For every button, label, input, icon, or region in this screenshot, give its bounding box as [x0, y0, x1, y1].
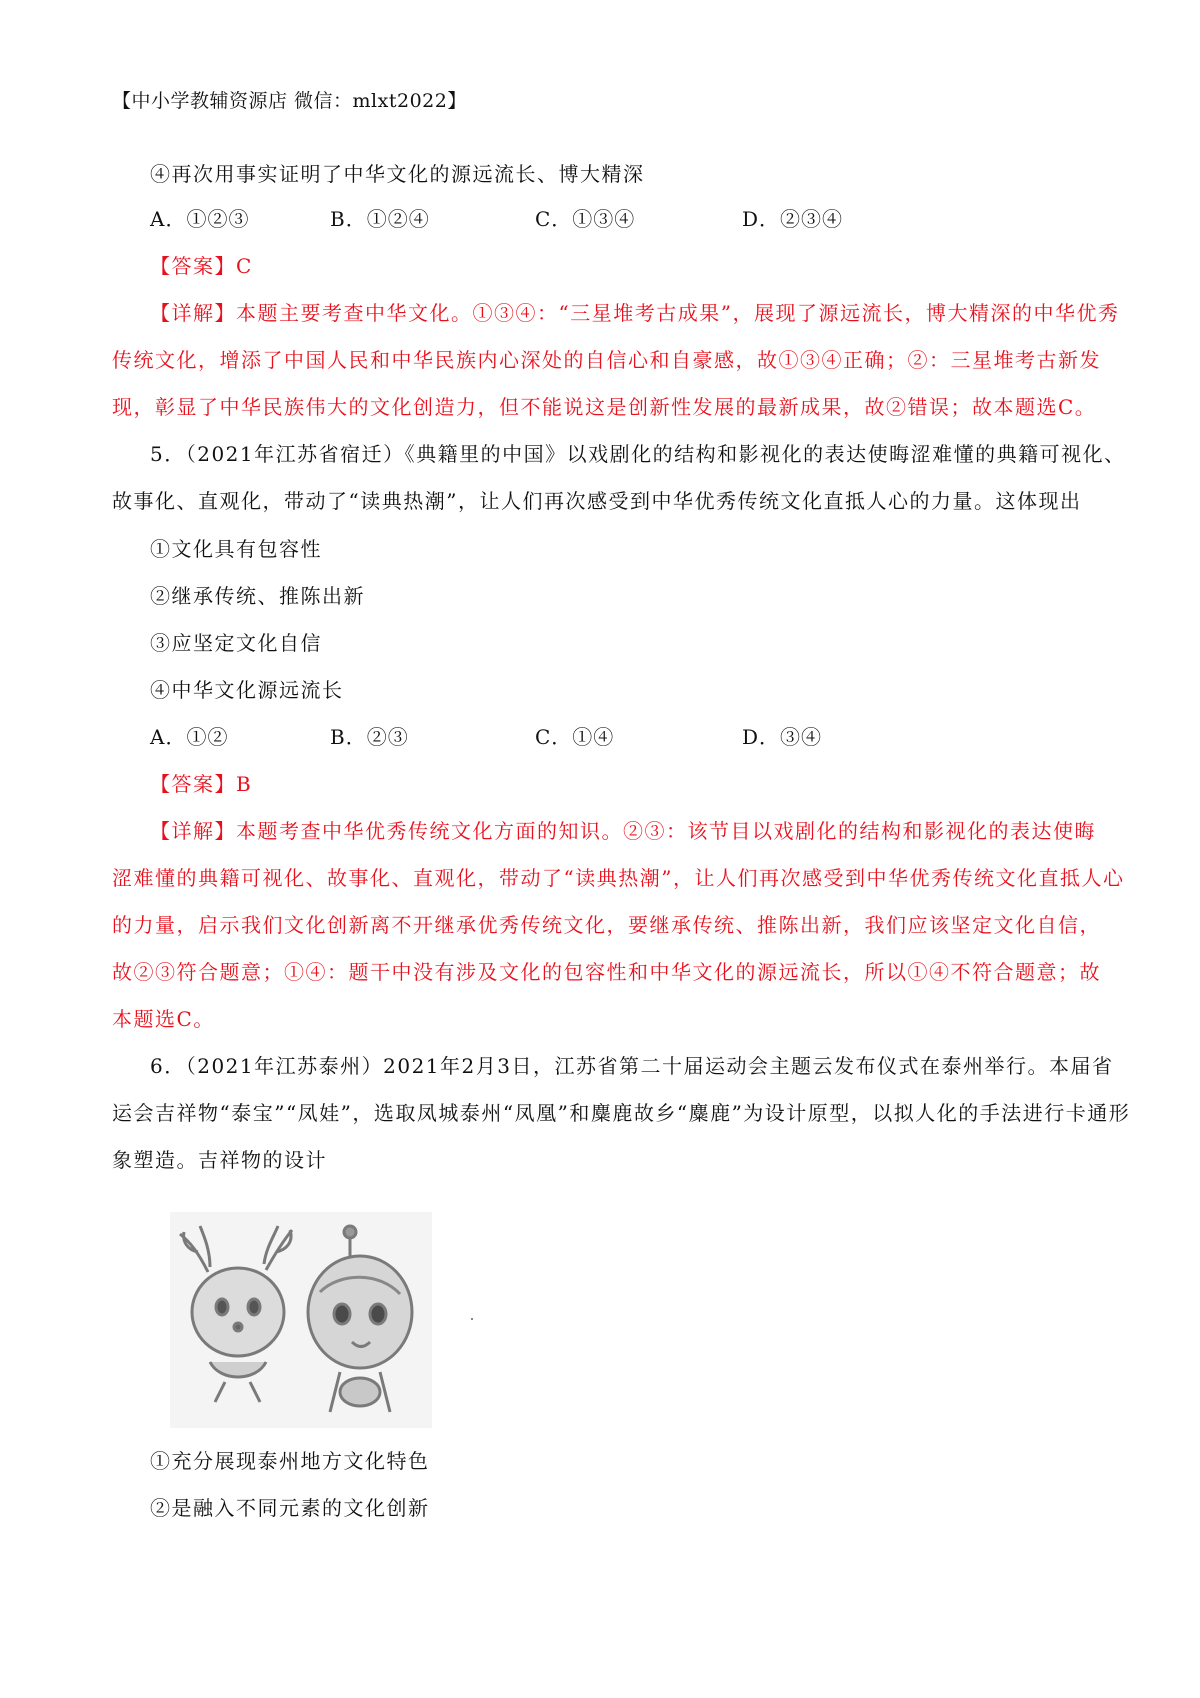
- explanation-line: 现，彰显了中华民族伟大的文化创造力，但不能说这是创新性发展的最新成果，故②错误；故本题选C。: [112, 395, 1097, 419]
- option-b: B．①②④: [330, 207, 430, 231]
- question-6-stem: 6．（2021年江苏泰州）2021年2月3日，江苏省第二十届运动会主题云发布仪式在泰州举行。本届省: [150, 1054, 1114, 1078]
- mascot-illustration: [170, 1212, 432, 1428]
- choice-item-4: ④再次用事实证明了中华文化的源远流长、博大精深: [150, 162, 645, 186]
- scan-speck: [471, 1318, 473, 1320]
- option-d: D．②③④: [742, 207, 844, 231]
- option-a: A．①②: [150, 725, 229, 749]
- option-c: C．①④: [535, 725, 615, 749]
- explanation-line: 故②③符合题意；①④：题干中没有涉及文化的包容性和中华文化的源远流长，所以①④不符合题意；故: [112, 960, 1101, 984]
- answer-label: 【答案】C: [150, 254, 253, 278]
- question-5-stem: 5．（2021年江苏省宿迁）《典籍里的中国》以戏剧化的结构和影视化的表达使晦涩难懂的典籍可视化、: [150, 442, 1126, 466]
- explanation-line: 【详解】本题主要考查中华文化。①③④：“三星堆考古成果”，展现了源远流长，博大精深的中华优秀: [150, 301, 1120, 325]
- explanation-line: 的力量，启示我们文化创新离不开继承优秀传统文化，要继承传统、推陈出新，我们应该坚定文化自信，: [112, 913, 1101, 937]
- explanation-line: 【详解】本题考查中华优秀传统文化方面的知识。②③：该节目以戏剧化的结构和影视化的表达使晦: [150, 819, 1096, 843]
- option-d: D．③④: [742, 725, 823, 749]
- question-6-stem: 运会吉祥物“泰宝”“凤娃”，选取凤城泰州“凤凰”和麋鹿故乡“麋鹿”为设计原型，以拟人化的手法进行卡通形: [112, 1101, 1131, 1125]
- choice-item-1: ①文化具有包容性: [150, 537, 322, 561]
- explanation-line: 本题选C。: [112, 1007, 215, 1031]
- option-b: B．②③: [330, 725, 409, 749]
- option-a: A．①②③: [150, 207, 250, 231]
- explanation-line: 传统文化，增添了中国人民和中华民族内心深处的自信心和自豪感，故①③④正确；②：三星堆考古新发: [112, 348, 1101, 372]
- choice-item-1: ①充分展现泰州地方文化特色: [150, 1449, 430, 1473]
- question-5-stem: 故事化、直观化，带动了“读典热潮”，让人们再次感受到中华优秀传统文化直抵人心的力量。这体现出: [112, 489, 1082, 513]
- choice-item-2: ②是融入不同元素的文化创新: [150, 1496, 430, 1520]
- choice-item-4: ④中华文化源远流长: [150, 678, 344, 702]
- choice-item-2: ②继承传统、推陈出新: [150, 584, 365, 608]
- choice-item-3: ③应坚定文化自信: [150, 631, 322, 655]
- page-header: 【中小学教辅资源店 微信：mlxt2022】: [112, 90, 467, 112]
- option-c: C．①③④: [535, 207, 636, 231]
- explanation-line: 涩难懂的典籍可视化、故事化、直观化，带动了“读典热潮”，让人们再次感受到中华优秀传统文化直抵人心: [112, 866, 1125, 890]
- answer-label: 【答案】B: [150, 772, 253, 796]
- question-6-stem: 象塑造。吉祥物的设计: [112, 1148, 327, 1172]
